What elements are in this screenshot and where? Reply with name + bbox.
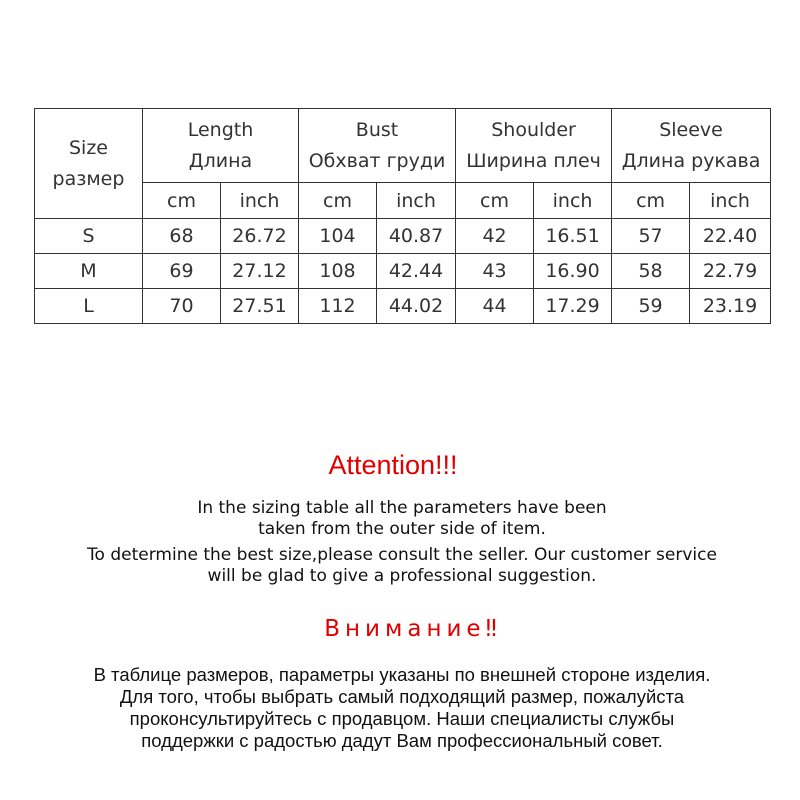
table-cell: 108 (299, 254, 377, 289)
text-line: will be glad to give a professional suggestion. (207, 566, 597, 586)
size-header-en: Size (68, 136, 108, 159)
table-cell: 40.87 (377, 219, 456, 254)
unit-cm: cm (143, 183, 221, 219)
text-line: Для того, чтобы выбрать самый подходящий размер, пожалуйста (119, 686, 685, 707)
table-row (35, 289, 771, 324)
unit-cm: cm (612, 183, 690, 219)
table-row (35, 254, 771, 289)
shoulder-header (456, 109, 612, 183)
size-chart-table (34, 108, 771, 324)
size-cell: S (35, 219, 143, 254)
table-cell: 22.40 (690, 219, 771, 254)
unit-inch: inch (221, 183, 299, 219)
table-cell: 42 (456, 219, 534, 254)
text-line: проконсультируйтесь с продавцом. Наши специалисты службы (129, 708, 675, 729)
table-cell: 23.19 (690, 289, 771, 324)
sleeve-header-ru: Длина рукава (621, 149, 761, 172)
attention-heading: Attention!!! (328, 450, 458, 480)
unit-header-row (35, 183, 771, 219)
sleeve-header-en: Sleeve (659, 118, 723, 141)
bust-header (299, 109, 456, 183)
table-cell: 44 (456, 289, 534, 324)
table-row (35, 219, 771, 254)
size-header-cell (35, 109, 143, 219)
table-cell: 59 (612, 289, 690, 324)
unit-inch: inch (534, 183, 612, 219)
vnimanie-paragraph (0, 664, 800, 752)
table-cell: 16.51 (534, 219, 612, 254)
sleeve-header (612, 109, 771, 183)
table-cell: 112 (299, 289, 377, 324)
unit-cm: cm (456, 183, 534, 219)
length-header-ru: Длина (188, 149, 253, 172)
table-cell: 43 (456, 254, 534, 289)
unit-inch: inch (377, 183, 456, 219)
table-cell: 27.51 (221, 289, 299, 324)
attention-paragraph-consult (0, 545, 800, 587)
unit-inch: inch (690, 183, 771, 219)
attention-paragraph-measurements (0, 498, 800, 540)
text-line: В таблице размеров, параметры указаны по внешней стороне изделия. (93, 664, 711, 685)
table-cell: 58 (612, 254, 690, 289)
text-line: To determine the best size,please consult the seller. Our customer service (87, 545, 717, 565)
shoulder-header-en: Shoulder (491, 118, 576, 141)
length-header (143, 109, 299, 183)
text-line: In the sizing table all the parameters have been (197, 498, 607, 518)
vnimanie-heading: Внимание‼ (324, 616, 502, 642)
table-cell: 17.29 (534, 289, 612, 324)
table-cell: 68 (143, 219, 221, 254)
group-header-row (35, 109, 771, 183)
size-cell: L (35, 289, 143, 324)
bust-header-en: Bust (355, 118, 399, 141)
table-cell: 27.12 (221, 254, 299, 289)
table-cell: 22.79 (690, 254, 771, 289)
table-cell: 57 (612, 219, 690, 254)
table-cell: 42.44 (377, 254, 456, 289)
size-cell: M (35, 254, 143, 289)
table-cell: 69 (143, 254, 221, 289)
table-cell: 104 (299, 219, 377, 254)
unit-cm: cm (299, 183, 377, 219)
size-header-ru: размер (52, 167, 125, 190)
table-cell: 26.72 (221, 219, 299, 254)
text-line: taken from the outer side of item. (258, 519, 546, 539)
table-cell: 16.90 (534, 254, 612, 289)
length-header-en: Length (187, 118, 254, 141)
text-line: поддержки с радостью дадут Вам профессиональный совет. (141, 730, 663, 751)
table-cell: 44.02 (377, 289, 456, 324)
bust-header-ru: Обхват груди (308, 149, 446, 172)
shoulder-header-ru: Ширина плеч (466, 149, 601, 172)
table-cell: 70 (143, 289, 221, 324)
